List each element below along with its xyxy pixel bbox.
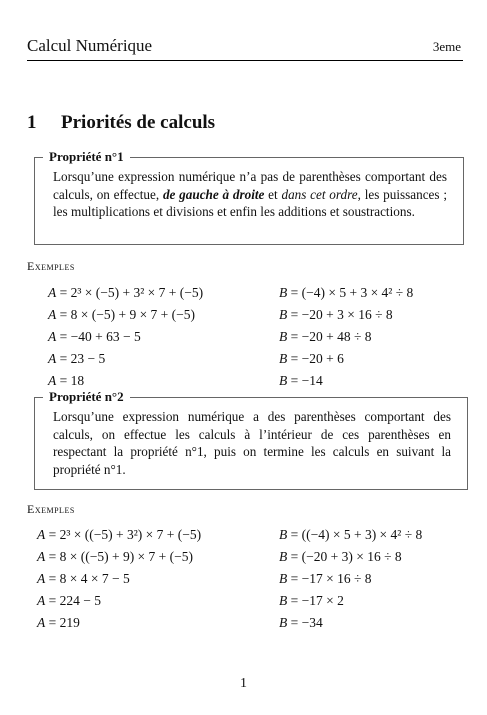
examples-2-left [37,524,201,634]
variable-b: B [279,615,288,630]
calc-step: = −17 × 2 [290,593,344,608]
property-1-box [34,149,464,245]
page-header [27,32,463,61]
examples-1-label: Exemples [27,259,75,273]
calc-step: = 219 [48,615,80,630]
variable-a: A [48,307,57,322]
calc-line [279,282,413,304]
variable-b: B [279,527,288,542]
calc-step: = (−4) × 5 + 3 × 4² ÷ 8 [290,285,414,300]
calc-step: = 18 [59,373,85,388]
variable-b: B [279,593,288,608]
variable-a: A [48,285,57,300]
property-1-text [53,168,447,221]
examples-2-label: Exemples [27,502,75,516]
property-1-text-part: Lorsqu’une expression numérique n’a pas de parenthèses comportant des calculs, on effectue, [53,169,447,202]
calc-step: = ((−4) × 5 + 3) × 4² ÷ 8 [290,527,423,542]
examples-1-right [279,282,413,392]
variable-a: A [37,615,46,630]
section-heading [27,112,215,134]
calc-line [279,546,422,568]
property-2-text: Lorsqu’une expression numérique a des parenthèses comportant des calculs, on effectue les calculs à l’intérieur de ces parenthèses en respectant la propriété n°1, puis on termine les calculs en suivant la propriété n°1. [53,409,451,477]
calc-line [279,326,413,348]
property-1-text-part: et [264,186,282,202]
property-1-label: Propriété n°1 [43,149,130,165]
variable-a: A [37,527,46,542]
calc-step: = 2³ × ((−5) + 3²) × 7 + (−5) [48,527,202,542]
variable-b: B [279,571,288,586]
calc-step: = 8 × (−5) + 9 × 7 + (−5) [59,307,196,322]
calc-step: = −20 + 6 [290,351,344,366]
variable-a: A [48,373,57,388]
calc-step: = 8 × ((−5) + 9) × 7 + (−5) [48,549,194,564]
calc-line [37,546,201,568]
calc-line [48,348,203,370]
examples-2-right [279,524,422,634]
section-title: Priorités de calculs [61,112,216,133]
calc-line [48,304,203,326]
calc-line [37,524,201,546]
calc-line [279,524,422,546]
variable-b: B [279,549,288,564]
calc-step: = −40 + 63 − 5 [59,329,141,344]
calc-line [37,612,201,634]
property-1-text-part: , les puissances ; les multiplications et divisions et enfin les additions et soustractions. [53,186,447,219]
calc-line [279,590,422,612]
property-2-box [34,389,468,490]
calc-step: = −17 × 16 ÷ 8 [290,571,372,586]
calc-line [279,304,413,326]
variable-b: B [279,285,288,300]
calc-line [37,590,201,612]
variable-a: A [37,549,46,564]
property-1-italic: dans cet ordre [281,186,358,202]
page-number: 1 [240,676,247,691]
calc-step: = −20 + 48 ÷ 8 [290,329,372,344]
calc-line [279,348,413,370]
calc-line [279,568,422,590]
variable-b: B [279,351,288,366]
variable-a: A [37,593,46,608]
property-2-label: Propriété n°2 [43,389,130,405]
calc-line [37,568,201,590]
calc-line [48,282,203,304]
examples-1-left [48,282,203,392]
calc-step: = 2³ × (−5) + 3² × 7 + (−5) [59,285,204,300]
variable-a: A [37,571,46,586]
calc-step: = −34 [290,615,323,630]
variable-b: B [279,329,288,344]
calc-step: = (−20 + 3) × 16 ÷ 8 [290,549,402,564]
variable-b: B [279,373,288,388]
class-level: 3eme [432,39,461,54]
calc-step: = 224 − 5 [48,593,101,608]
section-number: 1 [27,112,37,133]
calc-step: = −20 + 3 × 16 ÷ 8 [290,307,393,322]
calc-step: = −14 [290,373,323,388]
document-title: Calcul Numérique [27,36,153,55]
calc-step: = 23 − 5 [59,351,106,366]
variable-a: A [48,329,57,344]
calc-line [279,612,422,634]
calc-line [48,326,203,348]
variable-b: B [279,307,288,322]
variable-a: A [48,351,57,366]
calc-step: = 8 × 4 × 7 − 5 [48,571,130,586]
calc-line [279,370,413,392]
property-1-emphasis: de gauche à droite [162,186,265,202]
